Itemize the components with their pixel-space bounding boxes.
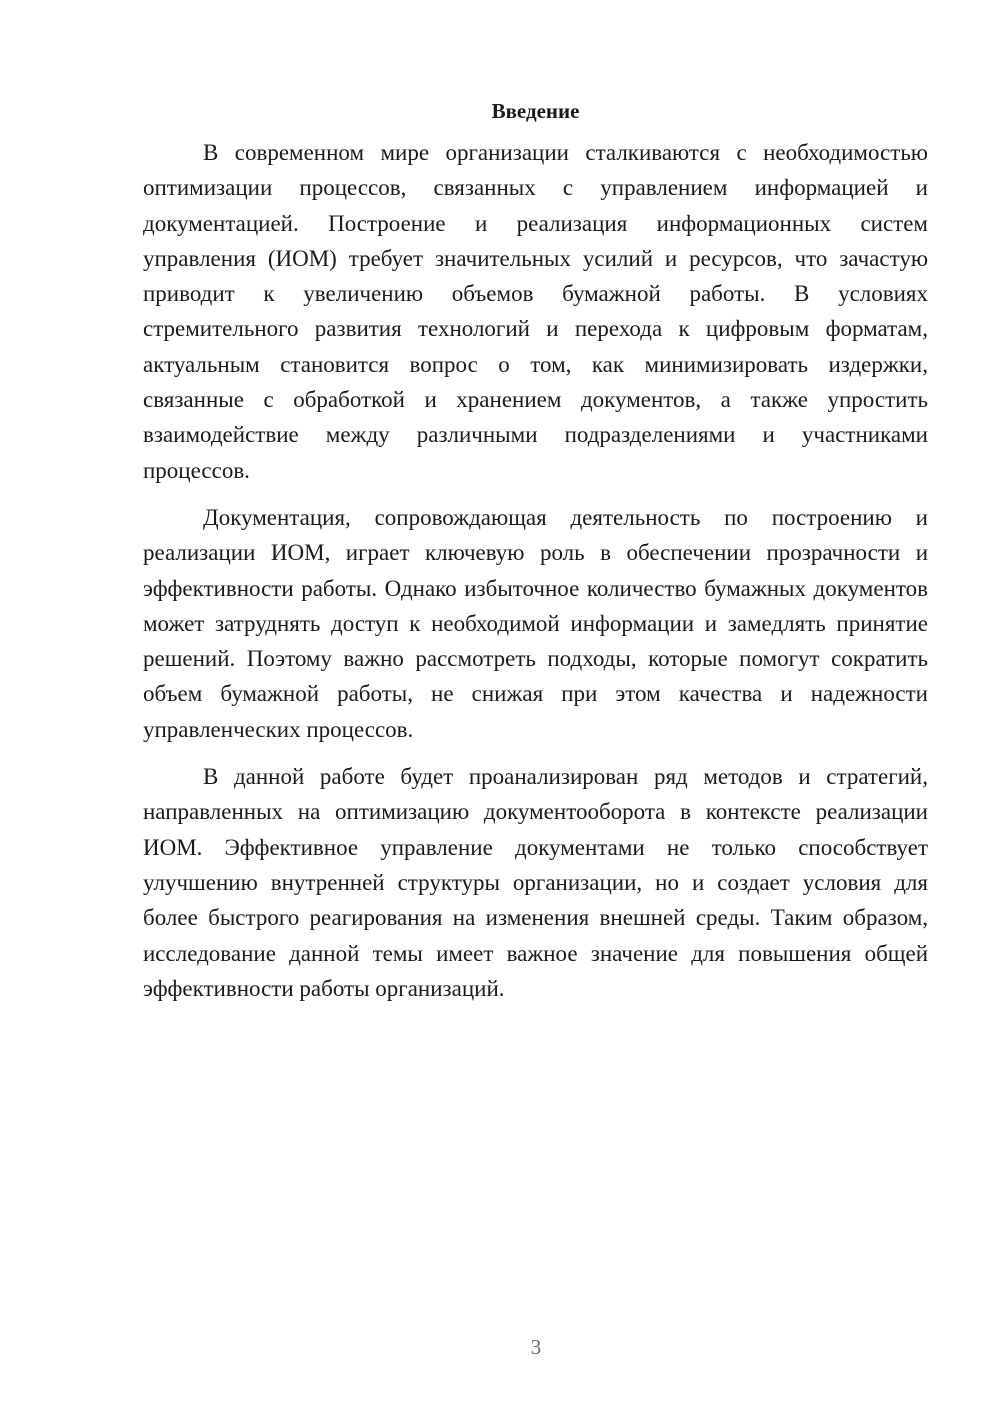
- paragraph-2: Документация, сопровождающая деятельность по построению и реализации ИОМ, играет ключевую роль в обеспечении прозрачности и эффективности работы. Однако избыточное количество бумажных документов может затруднять доступ к необходимой информации и замедлять принятие решений. Поэтому важно рассмотреть подходы, которые помогут сократить объем бумажной работы, не снижая при этом качества и надежности управленческих процессов.: [143, 504, 928, 742]
- section-title: Введение: [491, 99, 580, 123]
- paragraph-1: В современном мире организации сталкиваются с необходимостью оптимизации процессов, связанных с управлением информацией и документацией. Построение и реализация информационных систем управления (ИОМ) требует значительных усилий и ресурсов, что зачастую приводит к увеличению объемов бумажной работы. В условиях стремительного развития технологий и перехода к цифровым форматам, актуальным становится вопрос о том, как минимизировать издержки, связанные с обработкой и хранением документов, а также упростить взаимодействие между различными подразделениями и участниками процессов.: [143, 140, 928, 483]
- page-number: 3: [530, 1335, 542, 1359]
- paragraph-3: В данной работе будет проанализирован ряд методов и стратегий, направленных на оптимизацию документооборота в контексте реализации ИОМ. Эффективное управление документами не только способствует улучшению внутренней структуры организации, но и создает условия для более быстрого реагирования на изменения внешней среды. Таким образом, исследование данной темы имеет важное значение для повышения общей эффективности работы организаций.: [143, 764, 928, 1001]
- page-content: [143, 97, 928, 1018]
